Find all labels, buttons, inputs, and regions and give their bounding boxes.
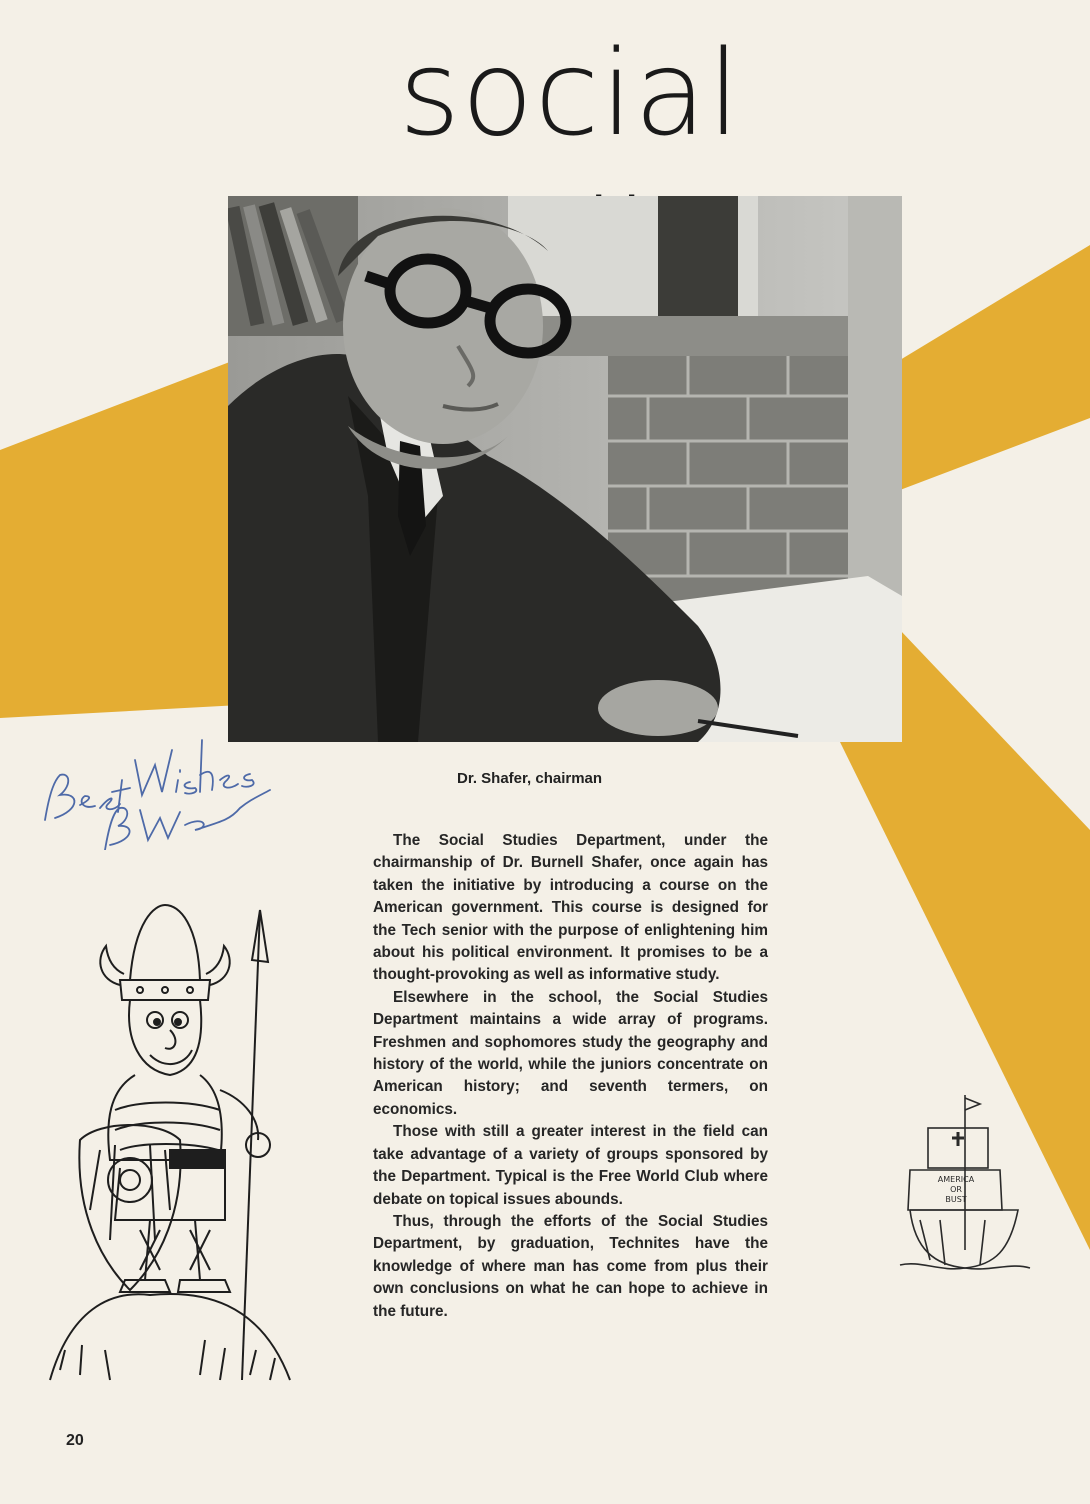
article-paragraph: Elsewhere in the school, the Social Studies Department maintains a wide array of programs. Freshmen and sophomores study the geography and history of the world, while the juniors concentrate on American history; and seventh termers, on economics. (373, 988, 768, 1118)
ship-sign-line: OR (950, 1185, 962, 1194)
article-body (373, 830, 768, 1323)
page-number: 20 (66, 1432, 84, 1449)
hand (598, 680, 718, 736)
article-paragraph: Those with still a greater interest in the field can take advantage of a variety of groups sponsored by the Department. Typical is the Free World Club where debate on topical issues abounds. (373, 1123, 768, 1208)
right-upper-ray-band (900, 245, 1090, 490)
left-ray-band (0, 358, 240, 718)
viking-cartoon (20, 880, 320, 1400)
photo-caption: Dr. Shafer, chairman (457, 770, 603, 787)
article-paragraph: Thus, through the efforts of the Social Studies Department, by graduation, Technites have the knowledge of where man has come from plus their own conclusions on what he can hope to achieve in the future. (373, 1212, 768, 1320)
chairman-photo (228, 196, 902, 742)
ship-cartoon (890, 1090, 1040, 1300)
handwritten-autograph (30, 700, 290, 850)
photo-illustration (228, 196, 902, 742)
ship-sign-line: BUST (945, 1195, 967, 1204)
ship-sign-line: AMERICA (937, 1175, 975, 1184)
page-title: social (398, 24, 742, 162)
bookshelf (228, 196, 358, 336)
article-paragraph: The Social Studies Department, under the chairmanship of Dr. Burnell Shafer, once again has taken the initiative by introducing a course on the American government. This course is designed for the Tech senior with the purpose of enlightening him about his political environment. It promises to be a thought-provoking as well as informative study. (373, 832, 768, 984)
